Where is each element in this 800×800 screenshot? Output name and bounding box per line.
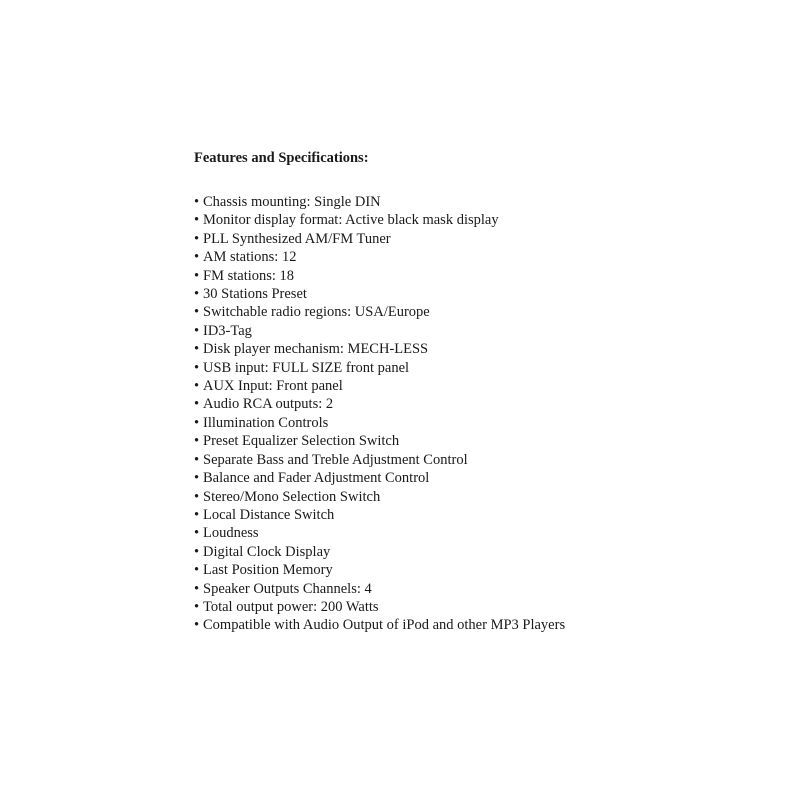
bullet-icon: • [194,249,200,266]
bullet-icon: • [194,267,200,284]
bullet-icon: • [194,433,200,450]
list-item-text: Switchable radio regions: USA/Europe [203,304,430,321]
list-item [194,285,774,303]
bullet-icon: • [194,341,200,358]
list-item [194,230,774,248]
list-item [194,543,774,561]
bullet-icon: • [194,543,200,560]
list-item [194,469,774,487]
list-item [194,267,774,285]
list-item [194,488,774,506]
list-item-text: Chassis mounting: Single DIN [203,194,381,210]
list-item [194,580,774,598]
list-item [194,616,774,634]
bullet-icon: • [194,525,200,542]
bullet-icon: • [194,562,200,579]
list-item [194,598,774,616]
bullet-icon: • [194,617,200,634]
list-item-text: Audio RCA outputs: 2 [203,396,334,413]
bullet-icon: • [194,359,200,376]
list-item [194,359,774,377]
list-item [194,506,774,524]
list-item-text: Disk player mechanism: MECH-LESS [203,341,429,358]
list-item-text: FM stations: 18 [203,267,295,284]
list-item [194,524,774,542]
list-item [194,414,774,432]
list-item [194,451,774,469]
list-item-text: Monitor display format: Active black mask display [203,212,499,229]
list-item [194,561,774,579]
list-item-text: PLL Synthesized AM/FM Tuner [203,230,391,247]
list-item-text: Separate Bass and Treble Adjustment Control [203,451,468,468]
bullet-icon: • [194,414,200,431]
list-item-text: Stereo/Mono Selection Switch [203,488,381,505]
bullet-icon: • [194,488,200,505]
list-item-text: Illumination Controls [203,414,329,431]
list-item-text: Compatible with Audio Output of iPod and other MP3 Players [203,617,566,634]
list-item [194,211,774,229]
bullet-icon: • [194,194,200,210]
spec-list [194,193,774,635]
bullet-icon: • [194,286,200,303]
list-item-text: Loudness [203,525,259,542]
bullet-icon: • [194,580,200,597]
list-item [194,395,774,413]
bullet-icon: • [194,230,200,247]
bullet-icon: • [194,322,200,339]
list-item [194,432,774,450]
list-item-text: Speaker Outputs Channels: 4 [203,580,372,597]
bullet-icon: • [194,304,200,321]
bullet-icon: • [194,470,200,487]
list-item-text: Local Distance Switch [203,506,335,523]
list-item [194,303,774,321]
list-item-text: AM stations: 12 [203,249,297,266]
bullet-icon: • [194,396,200,413]
list-item-text: Digital Clock Display [203,543,331,560]
list-item-text: 30 Stations Preset [203,286,307,303]
list-item [194,322,774,340]
bullet-icon: • [194,212,200,229]
list-item-text: Preset Equalizer Selection Switch [203,433,400,450]
list-item-text: AUX Input: Front panel [203,378,343,395]
list-item-text: Last Position Memory [203,562,333,579]
document-heading: Features and Specifications: [194,150,369,166]
spec-document [194,148,774,635]
list-item-text: USB input: FULL SIZE front panel [203,359,410,376]
list-item [194,193,774,211]
list-item-text: Balance and Fader Adjustment Control [203,470,430,487]
bullet-icon: • [194,451,200,468]
list-item-text: ID3-Tag [203,322,252,339]
bullet-icon: • [194,506,200,523]
list-item [194,377,774,395]
list-item [194,248,774,266]
list-item [194,340,774,358]
bullet-icon: • [194,378,200,395]
bullet-icon: • [194,598,200,615]
list-item-text: Total output power: 200 Watts [203,598,379,615]
